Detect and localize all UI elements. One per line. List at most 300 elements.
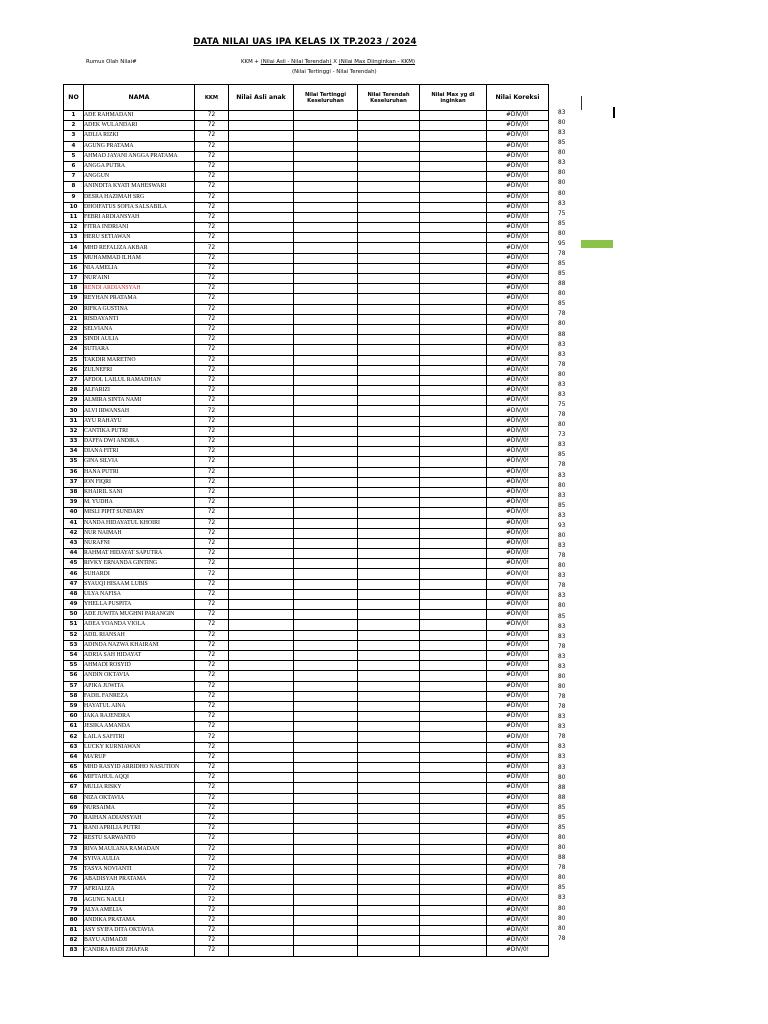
row-tertinggi[interactable] (294, 212, 358, 222)
row-max[interactable] (420, 538, 487, 548)
row-max[interactable] (420, 487, 487, 497)
row-max[interactable] (420, 202, 487, 212)
row-nama[interactable]: FEBRI ARDIANSYAH (84, 212, 195, 222)
row-max[interactable] (420, 946, 487, 956)
row-nilai-asli[interactable] (229, 161, 294, 171)
row-koreksi[interactable]: #DIV/0! (487, 559, 549, 569)
row-koreksi[interactable]: #DIV/0! (487, 518, 549, 528)
row-kkm[interactable]: 72 (195, 324, 229, 334)
row-koreksi[interactable]: #DIV/0! (487, 304, 549, 314)
row-kkm[interactable]: 72 (195, 732, 229, 742)
row-nilai-asli[interactable] (229, 844, 294, 854)
row-nama[interactable]: MISLI PIPIT SUNDARY (84, 508, 195, 518)
row-max[interactable] (420, 477, 487, 487)
row-tertinggi[interactable] (294, 141, 358, 151)
row-no[interactable]: 56 (64, 671, 84, 681)
row-nilai-asli[interactable] (229, 579, 294, 589)
row-kkm[interactable]: 72 (195, 121, 229, 131)
row-terendah[interactable] (358, 895, 420, 905)
row-tertinggi[interactable] (294, 243, 358, 253)
row-tertinggi[interactable] (294, 763, 358, 773)
row-nama[interactable]: ALMIRA SINTA NAMI (84, 396, 195, 406)
row-no[interactable]: 55 (64, 661, 84, 671)
row-tertinggi[interactable] (294, 936, 358, 946)
row-nilai-asli[interactable] (229, 426, 294, 436)
row-kkm[interactable]: 72 (195, 233, 229, 243)
row-koreksi[interactable]: #DIV/0! (487, 294, 549, 304)
row-nama[interactable]: MA'RUP (84, 752, 195, 762)
row-terendah[interactable] (358, 600, 420, 610)
row-nilai-asli[interactable] (229, 202, 294, 212)
row-no[interactable]: 18 (64, 284, 84, 294)
row-no[interactable]: 72 (64, 834, 84, 844)
row-tertinggi[interactable] (294, 426, 358, 436)
row-nama[interactable]: ZULNEFRI (84, 365, 195, 375)
row-koreksi[interactable]: #DIV/0! (487, 650, 549, 660)
row-no[interactable]: 60 (64, 712, 84, 722)
row-nama[interactable]: AYU RAHAYU (84, 416, 195, 426)
row-kkm[interactable]: 72 (195, 345, 229, 355)
row-nama[interactable]: JESIKA AMANDA (84, 722, 195, 732)
row-koreksi[interactable]: #DIV/0! (487, 793, 549, 803)
row-no[interactable]: 5 (64, 151, 84, 161)
row-terendah[interactable] (358, 437, 420, 447)
row-tertinggi[interactable] (294, 732, 358, 742)
row-terendah[interactable] (358, 773, 420, 783)
row-nilai-asli[interactable] (229, 263, 294, 273)
row-nama[interactable]: AFDOL LAILUL RAMADHAN (84, 375, 195, 385)
row-no[interactable]: 13 (64, 233, 84, 243)
row-nilai-asli[interactable] (229, 253, 294, 263)
row-no[interactable]: 3 (64, 131, 84, 141)
row-koreksi[interactable]: #DIV/0! (487, 773, 549, 783)
row-nama[interactable]: RISDAYANTI (84, 314, 195, 324)
row-max[interactable] (420, 732, 487, 742)
row-no[interactable]: 33 (64, 437, 84, 447)
row-kkm[interactable]: 72 (195, 396, 229, 406)
row-tertinggi[interactable] (294, 498, 358, 508)
row-nama[interactable]: YHELLA PUSPITA (84, 600, 195, 610)
row-koreksi[interactable]: #DIV/0! (487, 324, 549, 334)
row-nilai-asli[interactable] (229, 233, 294, 243)
row-koreksi[interactable]: #DIV/0! (487, 528, 549, 538)
row-kkm[interactable]: 72 (195, 365, 229, 375)
row-tertinggi[interactable] (294, 600, 358, 610)
row-max[interactable] (420, 274, 487, 284)
row-nilai-asli[interactable] (229, 732, 294, 742)
row-koreksi[interactable]: #DIV/0! (487, 498, 549, 508)
row-no[interactable]: 36 (64, 467, 84, 477)
row-no[interactable]: 6 (64, 161, 84, 171)
row-no[interactable]: 75 (64, 864, 84, 874)
row-no[interactable]: 41 (64, 518, 84, 528)
row-kkm[interactable]: 72 (195, 763, 229, 773)
row-nama[interactable]: LUCKY KURNIAWAN (84, 742, 195, 752)
row-max[interactable] (420, 875, 487, 885)
row-koreksi[interactable]: #DIV/0! (487, 131, 549, 141)
row-terendah[interactable] (358, 803, 420, 813)
row-nilai-asli[interactable] (229, 487, 294, 497)
row-max[interactable] (420, 742, 487, 752)
row-kkm[interactable]: 72 (195, 406, 229, 416)
row-kkm[interactable]: 72 (195, 426, 229, 436)
row-tertinggi[interactable] (294, 915, 358, 925)
row-no[interactable]: 24 (64, 345, 84, 355)
row-tertinggi[interactable] (294, 844, 358, 854)
row-tertinggi[interactable] (294, 946, 358, 956)
row-nilai-asli[interactable] (229, 946, 294, 956)
row-nama[interactable]: NURAFNI (84, 538, 195, 548)
row-no[interactable]: 58 (64, 691, 84, 701)
row-max[interactable] (420, 915, 487, 925)
row-tertinggi[interactable] (294, 294, 358, 304)
row-kkm[interactable]: 72 (195, 854, 229, 864)
row-max[interactable] (420, 579, 487, 589)
row-max[interactable] (420, 324, 487, 334)
row-no[interactable]: 22 (64, 324, 84, 334)
row-no[interactable]: 47 (64, 579, 84, 589)
row-nilai-asli[interactable] (229, 508, 294, 518)
row-koreksi[interactable]: #DIV/0! (487, 141, 549, 151)
row-no[interactable]: 68 (64, 793, 84, 803)
row-kkm[interactable]: 72 (195, 263, 229, 273)
row-terendah[interactable] (358, 824, 420, 834)
row-no[interactable]: 43 (64, 538, 84, 548)
row-no[interactable]: 21 (64, 314, 84, 324)
row-nama[interactable]: ION FIQRI (84, 477, 195, 487)
row-tertinggi[interactable] (294, 121, 358, 131)
row-kkm[interactable]: 72 (195, 905, 229, 915)
row-nama[interactable]: RIVKY ERNANDA GINTING (84, 559, 195, 569)
row-nilai-asli[interactable] (229, 131, 294, 141)
row-nilai-asli[interactable] (229, 763, 294, 773)
row-nama[interactable]: CANTIKA PUTRI (84, 426, 195, 436)
row-kkm[interactable]: 72 (195, 304, 229, 314)
row-tertinggi[interactable] (294, 508, 358, 518)
row-nilai-asli[interactable] (229, 600, 294, 610)
row-koreksi[interactable]: #DIV/0! (487, 284, 549, 294)
row-no[interactable]: 83 (64, 946, 84, 956)
row-nilai-asli[interactable] (229, 722, 294, 732)
row-kkm[interactable]: 72 (195, 528, 229, 538)
row-no[interactable]: 25 (64, 355, 84, 365)
row-tertinggi[interactable] (294, 263, 358, 273)
row-max[interactable] (420, 834, 487, 844)
row-terendah[interactable] (358, 223, 420, 233)
row-max[interactable] (420, 386, 487, 396)
row-max[interactable] (420, 314, 487, 324)
row-terendah[interactable] (358, 763, 420, 773)
row-koreksi[interactable]: #DIV/0! (487, 467, 549, 477)
row-nama[interactable]: TAKDIR MARETNO (84, 355, 195, 365)
row-nilai-asli[interactable] (229, 447, 294, 457)
row-max[interactable] (420, 294, 487, 304)
row-tertinggi[interactable] (294, 437, 358, 447)
row-koreksi[interactable]: #DIV/0! (487, 589, 549, 599)
row-koreksi[interactable]: #DIV/0! (487, 182, 549, 192)
row-nilai-asli[interactable] (229, 824, 294, 834)
row-terendah[interactable] (358, 141, 420, 151)
row-max[interactable] (420, 650, 487, 660)
row-max[interactable] (420, 263, 487, 273)
row-koreksi[interactable]: #DIV/0! (487, 437, 549, 447)
row-max[interactable] (420, 447, 487, 457)
row-nilai-asli[interactable] (229, 223, 294, 233)
row-nama[interactable]: SELVIANA (84, 324, 195, 334)
row-terendah[interactable] (358, 936, 420, 946)
row-koreksi[interactable]: #DIV/0! (487, 803, 549, 813)
row-kkm[interactable]: 72 (195, 600, 229, 610)
row-koreksi[interactable]: #DIV/0! (487, 844, 549, 854)
row-nilai-asli[interactable] (229, 192, 294, 202)
row-koreksi[interactable]: #DIV/0! (487, 365, 549, 375)
row-tertinggi[interactable] (294, 161, 358, 171)
row-max[interactable] (420, 345, 487, 355)
row-nilai-asli[interactable] (229, 834, 294, 844)
row-tertinggi[interactable] (294, 467, 358, 477)
row-kkm[interactable]: 72 (195, 243, 229, 253)
row-nama[interactable]: CANDRA HADI ZHAFAR (84, 946, 195, 956)
row-kkm[interactable]: 72 (195, 824, 229, 834)
row-tertinggi[interactable] (294, 864, 358, 874)
row-max[interactable] (420, 498, 487, 508)
row-nilai-asli[interactable] (229, 661, 294, 671)
row-kkm[interactable]: 72 (195, 335, 229, 345)
row-kkm[interactable]: 72 (195, 161, 229, 171)
row-nama[interactable]: AHMADI ROSYID (84, 661, 195, 671)
row-kkm[interactable]: 72 (195, 712, 229, 722)
row-kkm[interactable]: 72 (195, 803, 229, 813)
row-max[interactable] (420, 773, 487, 783)
row-max[interactable] (420, 885, 487, 895)
row-nilai-asli[interactable] (229, 212, 294, 222)
row-nilai-asli[interactable] (229, 691, 294, 701)
row-kkm[interactable]: 72 (195, 722, 229, 732)
row-no[interactable]: 45 (64, 559, 84, 569)
row-kkm[interactable]: 72 (195, 375, 229, 385)
row-terendah[interactable] (358, 263, 420, 273)
row-nilai-asli[interactable] (229, 314, 294, 324)
row-nilai-asli[interactable] (229, 681, 294, 691)
row-nama[interactable]: NANDA HIDAYATUL KHOIRI (84, 518, 195, 528)
row-tertinggi[interactable] (294, 406, 358, 416)
row-no[interactable]: 37 (64, 477, 84, 487)
row-terendah[interactable] (358, 538, 420, 548)
row-tertinggi[interactable] (294, 813, 358, 823)
row-tertinggi[interactable] (294, 111, 358, 121)
row-no[interactable]: 1 (64, 111, 84, 121)
row-kkm[interactable]: 72 (195, 314, 229, 324)
row-max[interactable] (420, 803, 487, 813)
row-kkm[interactable]: 72 (195, 610, 229, 620)
row-max[interactable] (420, 936, 487, 946)
row-nama[interactable]: ADEA YOANDA VIOLA (84, 620, 195, 630)
row-terendah[interactable] (358, 742, 420, 752)
row-no[interactable]: 30 (64, 406, 84, 416)
row-tertinggi[interactable] (294, 589, 358, 599)
row-tertinggi[interactable] (294, 691, 358, 701)
row-kkm[interactable]: 72 (195, 650, 229, 660)
row-tertinggi[interactable] (294, 365, 358, 375)
row-no[interactable]: 50 (64, 610, 84, 620)
row-tertinggi[interactable] (294, 834, 358, 844)
row-max[interactable] (420, 701, 487, 711)
row-nama[interactable]: MHD REFALIZA AKBAR (84, 243, 195, 253)
row-no[interactable]: 69 (64, 803, 84, 813)
row-koreksi[interactable]: #DIV/0! (487, 111, 549, 121)
row-kkm[interactable]: 72 (195, 640, 229, 650)
row-koreksi[interactable]: #DIV/0! (487, 274, 549, 284)
row-koreksi[interactable]: #DIV/0! (487, 834, 549, 844)
row-terendah[interactable] (358, 233, 420, 243)
row-no[interactable]: 62 (64, 732, 84, 742)
row-tertinggi[interactable] (294, 447, 358, 457)
row-nilai-asli[interactable] (229, 355, 294, 365)
row-nilai-asli[interactable] (229, 172, 294, 182)
row-no[interactable]: 81 (64, 926, 84, 936)
row-koreksi[interactable]: #DIV/0! (487, 569, 549, 579)
row-koreksi[interactable]: #DIV/0! (487, 661, 549, 671)
row-max[interactable] (420, 355, 487, 365)
row-nama[interactable]: MIFTAHUL AQQI (84, 773, 195, 783)
row-kkm[interactable]: 72 (195, 915, 229, 925)
row-max[interactable] (420, 691, 487, 701)
row-nilai-asli[interactable] (229, 365, 294, 375)
row-kkm[interactable]: 72 (195, 834, 229, 844)
row-nama[interactable]: MUHAMMAD ILHAM (84, 253, 195, 263)
row-nama[interactable]: ANDIN OKTAVIA (84, 671, 195, 681)
row-tertinggi[interactable] (294, 773, 358, 783)
row-tertinggi[interactable] (294, 854, 358, 864)
row-nama[interactable]: ADIL RIANSAH (84, 630, 195, 640)
row-tertinggi[interactable] (294, 803, 358, 813)
row-terendah[interactable] (358, 161, 420, 171)
row-kkm[interactable]: 72 (195, 192, 229, 202)
row-terendah[interactable] (358, 701, 420, 711)
row-max[interactable] (420, 182, 487, 192)
row-nama[interactable]: TASYA NOVIANTI (84, 864, 195, 874)
row-nilai-asli[interactable] (229, 324, 294, 334)
row-koreksi[interactable]: #DIV/0! (487, 732, 549, 742)
row-tertinggi[interactable] (294, 477, 358, 487)
row-koreksi[interactable]: #DIV/0! (487, 416, 549, 426)
row-max[interactable] (420, 111, 487, 121)
row-nama[interactable]: ALFARIZI (84, 386, 195, 396)
row-max[interactable] (420, 620, 487, 630)
row-max[interactable] (420, 926, 487, 936)
row-nilai-asli[interactable] (229, 437, 294, 447)
row-kkm[interactable]: 72 (195, 284, 229, 294)
row-tertinggi[interactable] (294, 701, 358, 711)
row-terendah[interactable] (358, 620, 420, 630)
row-terendah[interactable] (358, 335, 420, 345)
row-koreksi[interactable]: #DIV/0! (487, 763, 549, 773)
row-nama[interactable]: HERU SETIAWAN (84, 233, 195, 243)
row-tertinggi[interactable] (294, 549, 358, 559)
row-tertinggi[interactable] (294, 681, 358, 691)
row-koreksi[interactable]: #DIV/0! (487, 386, 549, 396)
row-koreksi[interactable]: #DIV/0! (487, 151, 549, 161)
row-terendah[interactable] (358, 559, 420, 569)
row-terendah[interactable] (358, 345, 420, 355)
row-max[interactable] (420, 661, 487, 671)
row-terendah[interactable] (358, 314, 420, 324)
row-kkm[interactable]: 72 (195, 172, 229, 182)
row-kkm[interactable]: 72 (195, 386, 229, 396)
row-tertinggi[interactable] (294, 875, 358, 885)
row-kkm[interactable]: 72 (195, 274, 229, 284)
row-nama[interactable]: ADE RAHMADANI (84, 111, 195, 121)
row-tertinggi[interactable] (294, 274, 358, 284)
row-tertinggi[interactable] (294, 824, 358, 834)
row-nilai-asli[interactable] (229, 589, 294, 599)
row-terendah[interactable] (358, 691, 420, 701)
row-nilai-asli[interactable] (229, 875, 294, 885)
row-terendah[interactable] (358, 854, 420, 864)
row-nama[interactable]: NUR NAIMAH (84, 528, 195, 538)
row-koreksi[interactable]: #DIV/0! (487, 813, 549, 823)
row-tertinggi[interactable] (294, 610, 358, 620)
row-kkm[interactable]: 72 (195, 549, 229, 559)
row-terendah[interactable] (358, 844, 420, 854)
row-terendah[interactable] (358, 365, 420, 375)
row-nilai-asli[interactable] (229, 294, 294, 304)
row-tertinggi[interactable] (294, 722, 358, 732)
row-max[interactable] (420, 457, 487, 467)
row-no[interactable]: 14 (64, 243, 84, 253)
row-kkm[interactable]: 72 (195, 701, 229, 711)
row-nilai-asli[interactable] (229, 528, 294, 538)
row-no[interactable]: 38 (64, 487, 84, 497)
row-no[interactable]: 15 (64, 253, 84, 263)
row-no[interactable]: 44 (64, 549, 84, 559)
row-tertinggi[interactable] (294, 752, 358, 762)
row-terendah[interactable] (358, 304, 420, 314)
row-no[interactable]: 79 (64, 905, 84, 915)
row-no[interactable]: 53 (64, 640, 84, 650)
row-max[interactable] (420, 284, 487, 294)
row-nilai-asli[interactable] (229, 671, 294, 681)
row-max[interactable] (420, 722, 487, 732)
row-tertinggi[interactable] (294, 487, 358, 497)
row-tertinggi[interactable] (294, 742, 358, 752)
row-tertinggi[interactable] (294, 202, 358, 212)
row-no[interactable]: 34 (64, 447, 84, 457)
row-koreksi[interactable]: #DIV/0! (487, 538, 549, 548)
row-koreksi[interactable]: #DIV/0! (487, 223, 549, 233)
row-tertinggi[interactable] (294, 324, 358, 334)
row-max[interactable] (420, 549, 487, 559)
row-kkm[interactable]: 72 (195, 538, 229, 548)
row-tertinggi[interactable] (294, 559, 358, 569)
row-nilai-asli[interactable] (229, 375, 294, 385)
row-no[interactable]: 73 (64, 844, 84, 854)
row-nama[interactable]: ANINDITA KYATI MAHESWARI (84, 182, 195, 192)
row-no[interactable]: 59 (64, 701, 84, 711)
row-nama[interactable]: JAKA RAJENDRA (84, 712, 195, 722)
row-no[interactable]: 35 (64, 457, 84, 467)
row-no[interactable]: 8 (64, 182, 84, 192)
row-terendah[interactable] (358, 151, 420, 161)
row-tertinggi[interactable] (294, 538, 358, 548)
row-max[interactable] (420, 610, 487, 620)
row-nilai-asli[interactable] (229, 854, 294, 864)
row-no[interactable]: 29 (64, 396, 84, 406)
row-max[interactable] (420, 671, 487, 681)
row-kkm[interactable]: 72 (195, 569, 229, 579)
row-nilai-asli[interactable] (229, 498, 294, 508)
row-tertinggi[interactable] (294, 895, 358, 905)
